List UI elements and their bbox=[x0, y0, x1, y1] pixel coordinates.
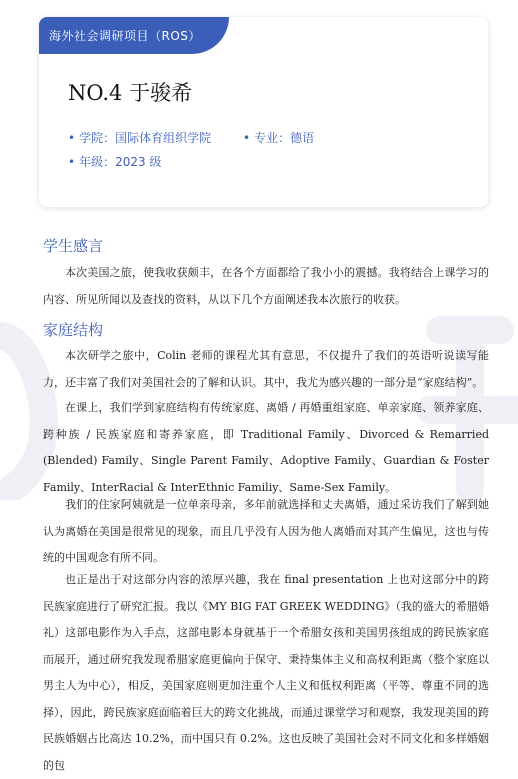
college-info bbox=[68, 129, 211, 146]
student-name: NO.4 于骏希 bbox=[68, 81, 193, 105]
grade-text: 年级：2023 级 bbox=[79, 155, 162, 169]
paragraph: 我们的住家阿姨就是一位单亲母亲，多年前就选择和丈夫离婚，通过采访我们了解到她认为离婚在美国是很常见的现象，而且几乎没有人因为他人离婚而对其产生偏见，这也与传统的中国观念有所不同。 bbox=[43, 498, 489, 564]
major-text: 专业：德语 bbox=[254, 131, 315, 145]
paragraph: 本次美国之旅，使我收获颇丰，在各个方面都给了我小小的震撼。我将结合上课学习的内容、所见所闻以及查找的资料，从以下几个方面阐述我本次旅行的收获。 bbox=[43, 266, 489, 306]
section-title-family-structure: 家庭结构 bbox=[43, 321, 104, 339]
paragraph: 也正是出于对这部分内容的浓厚兴趣，我在 final presentation 上也对这部分中的跨民族家庭进行了研究汇报。我以《MY BIG FAT GREEK WEDDING》（我的盛大的希腊婚礼）这部电影作为入手点，这部电影本身就基于一个希腊女孩和美国男孩组成的跨民族家庭而展开，通过研究我发现希腊家庭更偏向于保守、秉持集体主义和高权利距离（整个家庭以男主人为中心），相反，美国家庭则更加注重个人主义和低权利距离（平等、尊重不同的选择），因此，跨民族家庭面临着巨大的跨文化挑战，而通过课堂学习和观察，我发现美国的跨民族婚姻占比高达 10.2%，而中国只有 0.2%。这也反映了美国社会对不同文化和多样婚姻的包 bbox=[43, 573, 489, 772]
paragraph: 本次研学之旅中，Colin 老师的课程尤其有意思，不仅提升了我们的英语听说读写能力，还丰富了我们对美国社会的了解和认识。其中，我尤为感兴趣的一部分是“家庭结构”。 bbox=[43, 349, 489, 389]
grade-info bbox=[68, 153, 161, 170]
bullet-icon: • bbox=[243, 131, 251, 145]
card-header bbox=[39, 17, 229, 54]
paragraph: 在课上，我们学到家庭结构有传统家庭、离婚 / 再婚重组家庭、单亲家庭、领养家庭、跨种族 / 民族家庭和寄养家庭，即 Traditional Family、Divorced & Remarried (Blended) Family、Single Parent Family、Adoptive Family、Guardian & Foster Family、InterRacial & InterEthnic Familiy、Same-Sex Family。 bbox=[43, 401, 489, 494]
bullet-icon: • bbox=[68, 155, 76, 169]
section-title-reflection: 学生感言 bbox=[43, 237, 104, 255]
student-info-card bbox=[39, 17, 488, 207]
project-title: 海外社会调研项目（ROS） bbox=[49, 29, 201, 43]
major-info bbox=[243, 129, 314, 146]
bullet-icon: • bbox=[68, 131, 76, 145]
college-text: 学院：国际体育组织学院 bbox=[79, 131, 212, 145]
